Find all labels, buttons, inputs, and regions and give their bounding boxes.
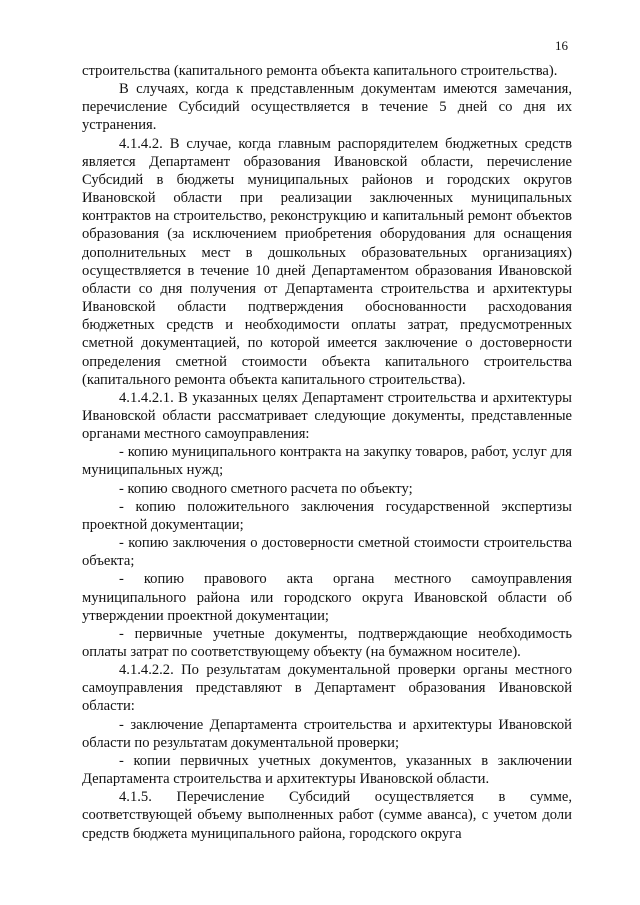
paragraph-remarks: В случаях, когда к представленным документам имеются замечания, перечисление Субсидий осуществляется в течение 5 дней со дня их устранения. [82,81,572,134]
list-item: - копии первичных учетных документов, указанных в заключении Департамента строительства и архитектуры Ивановской области. [82,752,572,788]
paragraph-4-1-5: 4.1.5. Перечисление Субсидий осуществляется в сумме, соответствующей объему выполненных работ (сумме аванса), с учетом доли средств бюджета муниципального района, городского округа [82,789,572,842]
list-item: - копию правового акта органа местного самоуправления муниципального района или городского округа Ивановской области об утверждении проектной документации; [82,571,572,624]
list-item: - заключение Департамента строительства и архитектуры Ивановской области по результатам документальной проверки; [82,716,572,751]
list-item: - копию муниципального контракта на закупку товаров, работ, услуг для муниципальных нужд; [82,444,572,479]
list-item: - копию положительного заключения государственной экспертизы проектной документации; [82,498,572,533]
paragraph-4-1-4-2-2: 4.1.4.2.2. По результатам документальной проверки органы местного самоуправления представляют в Департамент образования Ивановской области: [82,662,572,715]
paragraph-4-1-4-2: 4.1.4.2. В случае, когда главным распорядителем бюджетных средств является Департамент образования Ивановской области, перечисление Субсидий в бюджеты муниципальных районов и городских округов Ивановской области при реализации заключенных муниципальных контрактов на строительство, реконструкцию и капитальный ремонт объектов образования (за исключением приобретения оборудования для оснащения дополнительных мест в дошкольных образовательных организациях) осуществляется в течение 10 дней Департаментом образования Ивановской области со дня получения от Департамента строительства и архитектуры Ивановской области подтверждения обоснованности расходования бюджетных средств и необходимости оплаты затрат, предусмотренных сметной документацией, по которой имеется заключение о достоверности определения сметной стоимости объекта капитального строительства (капитального ремонта объекта капитального строительства). [82,135,572,388]
paragraph-continuation: строительства (капитального ремонта объекта капитального строительства). [82,63,558,79]
document-body [82,62,572,843]
list-item: - копию сводного сметного расчета по объекту; [119,480,413,497]
list-item: - первичные учетные документы, подтверждающие необходимость оплаты затрат по соответствующему объекту (на бумажном носителе). [82,625,572,660]
page-number: 16 [555,38,568,53]
list-item: - копию заключения о достоверности сметной стоимости строительства объекта; [82,535,572,570]
paragraph-4-1-4-2-1: 4.1.4.2.1. В указанных целях Департамент строительства и архитектуры Ивановской области рассматривает следующие документы, представленные органами местного самоуправления: [82,389,572,443]
